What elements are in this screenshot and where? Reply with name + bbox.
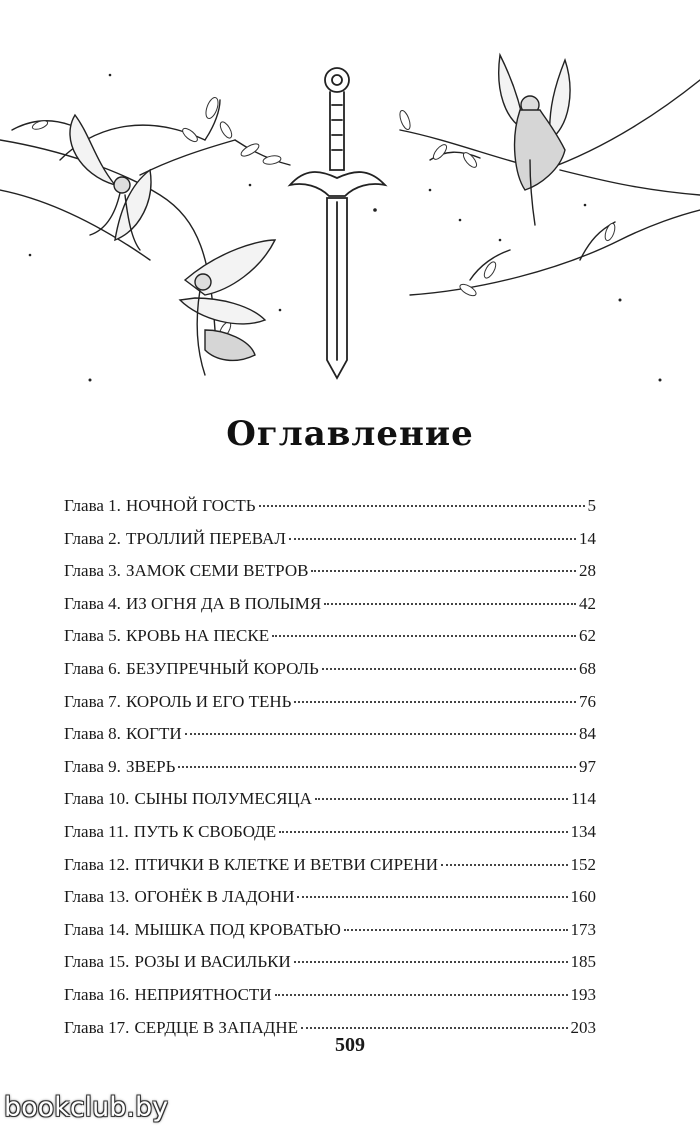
leader-dots [344, 929, 568, 931]
chapter-label: Глава 4. [64, 593, 121, 613]
chapter-title: НЕПРИЯТНОСТИ [134, 984, 272, 1004]
leader-dots [279, 831, 567, 833]
toc-entry [64, 561, 596, 594]
toc-entry [64, 594, 596, 627]
toc-entry [64, 887, 596, 920]
chapter-page-number: 28 [579, 561, 596, 581]
leader-dots [297, 896, 567, 898]
page-number: 509 [335, 1034, 365, 1056]
toc-entry [64, 822, 596, 855]
chapter-label: Глава 10. [64, 789, 130, 809]
chapter-label: Глава 5. [64, 626, 121, 646]
leader-dots [275, 994, 568, 996]
table-of-contents [64, 496, 596, 1050]
chapter-title: МЫШКА ПОД КРОВАТЬЮ [134, 919, 341, 939]
header-illustration [0, 0, 700, 400]
chapter-label: Глава 12. [64, 854, 130, 874]
chapter-label: Глава 14. [64, 919, 130, 939]
chapter-title: СЫНЫ ПОЛУМЕСЯЦА [134, 789, 312, 809]
toc-entry [64, 529, 596, 562]
chapter-title: ТРОЛЛИЙ ПЕРЕВАЛ [125, 528, 286, 548]
chapter-label: Глава 3. [64, 561, 121, 581]
chapter-title: БЕЗУПРЕЧНЫЙ КОРОЛЬ [125, 658, 319, 678]
toc-entry [64, 920, 596, 953]
leader-dots [294, 701, 576, 703]
leader-dots [289, 538, 576, 540]
chapter-page-number: 134 [570, 821, 596, 841]
chapter-title: ПУТЬ К СВОБОДЕ [133, 821, 277, 841]
watermark-text: bookclub.by [4, 1092, 169, 1123]
chapter-label: Глава 13. [64, 887, 130, 907]
sword-icon [290, 68, 385, 378]
chapter-title: СЕРДЦЕ В ЗАПАДНЕ [134, 1017, 299, 1037]
chapter-label: Глава 15. [64, 952, 130, 972]
chapter-label: Глава 1. [64, 496, 121, 515]
chapter-title: ПТИЧКИ В КЛЕТКЕ И ВЕТВИ СИРЕНИ [134, 854, 438, 874]
toc-entry [64, 757, 596, 790]
chapter-page-number: 114 [571, 789, 596, 809]
leader-dots [311, 570, 576, 572]
chapter-page-number: 76 [579, 691, 596, 711]
fairy-icon [70, 115, 151, 250]
leader-dots [178, 766, 576, 768]
chapter-page-number: 203 [570, 1017, 596, 1037]
chapter-page-number: 14 [579, 528, 596, 548]
chapter-label: Глава 7. [64, 691, 121, 711]
chapter-label: Глава 9. [64, 756, 121, 776]
chapter-page-number: 5 [587, 496, 596, 515]
chapter-label: Глава 11. [64, 821, 129, 841]
chapter-page-number: 97 [579, 756, 596, 776]
toc-entry [64, 855, 596, 888]
chapter-page-number: 193 [570, 984, 596, 1004]
chapter-title: КОГТИ [125, 724, 182, 744]
toc-entry [64, 985, 596, 1018]
chapter-page-number: 160 [570, 887, 596, 907]
fairy-icon [499, 55, 570, 225]
chapter-title: ЗАМОК СЕМИ ВЕТРОВ [125, 561, 309, 581]
chapter-page-number: 152 [570, 854, 596, 874]
chapter-label: Глава 2. [64, 528, 121, 548]
leader-dots [259, 505, 585, 507]
toc-entry [64, 789, 596, 822]
toc-entry [64, 496, 596, 529]
chapter-page-number: 173 [570, 919, 596, 939]
leader-dots [272, 635, 576, 637]
leader-dots [294, 961, 568, 963]
chapter-title: ОГОНЁК В ЛАДОНИ [134, 887, 295, 907]
toc-heading: Оглавление [226, 414, 474, 454]
chapter-page-number: 42 [579, 593, 596, 613]
chapter-label: Глава 6. [64, 658, 121, 678]
chapter-title: КРОВЬ НА ПЕСКЕ [125, 626, 270, 646]
toc-entry [64, 724, 596, 757]
left-branch-icon [0, 100, 290, 330]
chapter-title: НОЧНОЙ ГОСТЬ [125, 496, 256, 515]
chapter-page-number: 84 [579, 724, 596, 744]
chapter-title: РОЗЫ И ВАСИЛЬКИ [134, 952, 291, 972]
fairy-icon [180, 240, 275, 375]
leader-dots [185, 733, 576, 735]
chapter-page-number: 68 [579, 658, 596, 678]
leader-dots [301, 1027, 567, 1029]
chapter-title: КОРОЛЬ И ЕГО ТЕНЬ [125, 691, 292, 711]
toc-entry [64, 692, 596, 725]
chapter-title: ЗВЕРЬ [125, 756, 176, 776]
chapter-page-number: 185 [570, 952, 596, 972]
chapter-label: Глава 16. [64, 984, 130, 1004]
leader-dots [322, 668, 576, 670]
chapter-page-number: 62 [579, 626, 596, 646]
toc-entry [64, 626, 596, 659]
toc-entry [64, 952, 596, 985]
leader-dots [324, 603, 576, 605]
chapter-label: Глава 8. [64, 724, 121, 744]
toc-entry [64, 659, 596, 692]
chapter-label: Глава 17. [64, 1017, 130, 1037]
chapter-title: ИЗ ОГНЯ ДА В ПОЛЫМЯ [125, 593, 322, 613]
leader-dots [315, 798, 568, 800]
leader-dots [441, 864, 568, 866]
